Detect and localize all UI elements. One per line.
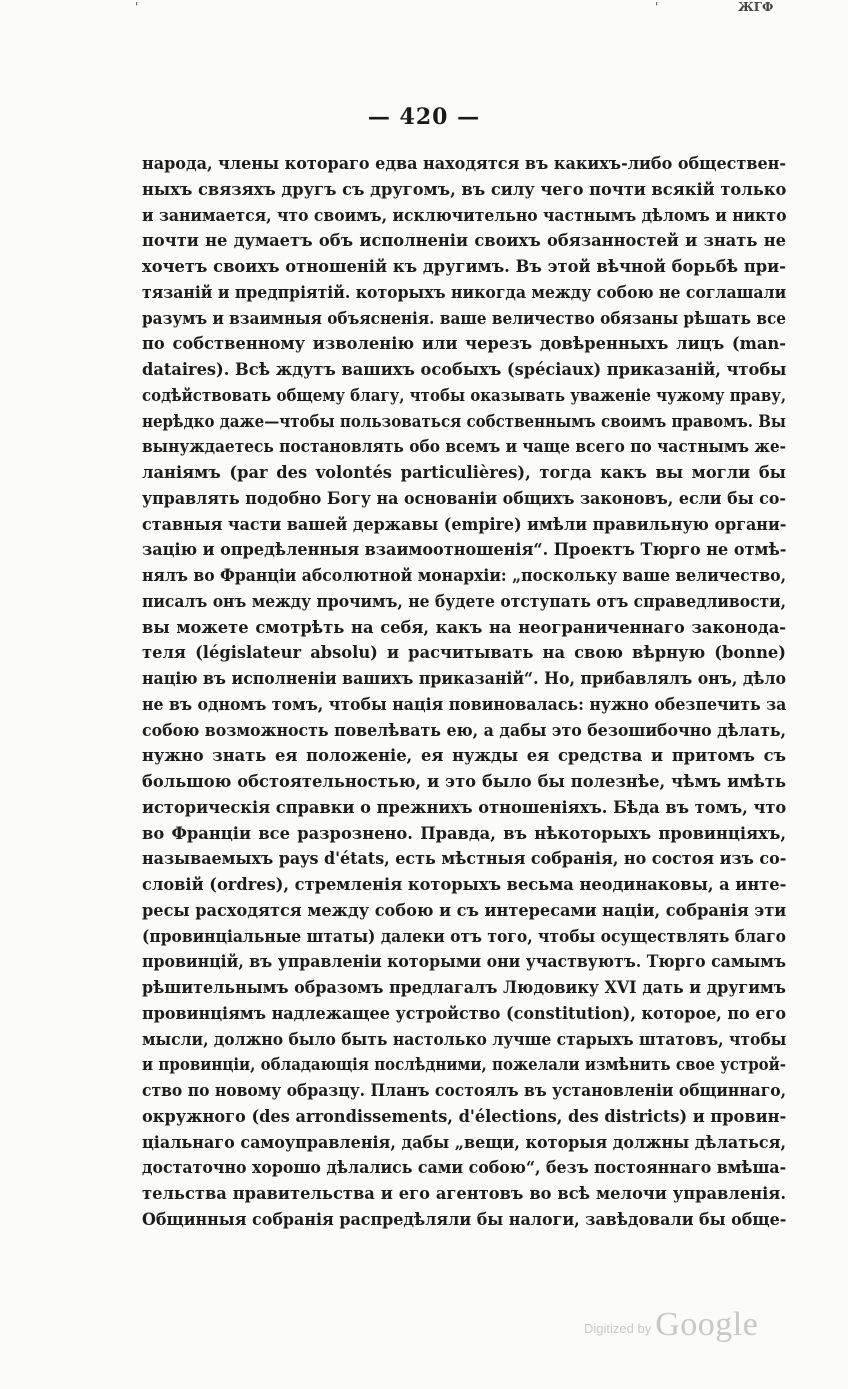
digitized-watermark bbox=[584, 1294, 758, 1344]
text-line: по собственному изволенію или черезъ довѣренныхъ лицъ (man- bbox=[142, 334, 786, 354]
text-line: вы можете смотрѣть на себя, какъ на неограниченнаго законода- bbox=[142, 617, 786, 637]
text-line: большою обстоятельностью, и это было бы полезнѣе, чѣмъ имѣть bbox=[142, 772, 786, 791]
text-line: провинцій, въ управленіи которыми они участвуютъ. Тюрго самымъ bbox=[142, 952, 786, 972]
text-line: dataires). Всѣ ждутъ вашихъ особыхъ (spéciaux) приказаній, чтобы bbox=[142, 360, 786, 379]
text-line: называемыхъ pays d'états, есть мѣстныя собранія, но состоя изъ со- bbox=[142, 849, 786, 869]
text-line: націю въ исполненіи вашихъ приказаній“. Но, прибавлялъ онъ, дѣло bbox=[142, 669, 786, 688]
text-line: собою возможность повелѣвать ею, а дабы это безошибочно дѣлать, bbox=[142, 720, 786, 740]
text-line: народа, члены котораго едва находятся въ какихъ-либо обществен- bbox=[142, 154, 786, 173]
text-line: нялъ во Франціи абсолютной монархіи: „поскольку ваше величество, bbox=[142, 566, 786, 585]
text-line: тельства правительства и его агентовъ во всѣ мелочи управленія. bbox=[142, 1184, 786, 1203]
text-line: писалъ онъ между прочимъ, не будете отступать отъ справедливости, bbox=[142, 591, 786, 611]
text-line: ство по новому образцу. Планъ состоялъ въ установленіи общиннаго, bbox=[142, 1081, 786, 1100]
text-line: словій (ordres), стремленія которыхъ весьма неодинаковы, а инте- bbox=[142, 875, 786, 894]
body-text bbox=[142, 151, 786, 1233]
google-logo: Google bbox=[655, 1306, 759, 1343]
text-line: нерѣдко даже—чтобы пользоваться собственнымъ своимъ правомъ. Вы bbox=[142, 411, 786, 431]
text-line: разумъ и взаимныя объясненія. ваше величество обязаны рѣшать все bbox=[142, 308, 786, 328]
text-line: Общинныя собранія распредѣляли бы налоги, завѣдовали бы обще- bbox=[142, 1209, 786, 1229]
text-line: окружного (des arrondissements, d'élections, des districts) и провин- bbox=[142, 1106, 786, 1126]
top-mark-3: ЖГФ bbox=[738, 0, 774, 14]
text-line: ставныя части вашей державы (empire) имѣли правильную органи- bbox=[142, 514, 786, 534]
text-line: во Франціи все разрознено. Правда, въ нѣкоторыхъ провинціяхъ, bbox=[142, 823, 786, 843]
text-line: содѣйствовать общему благу, чтобы оказывать уваженіе чужому праву, bbox=[142, 385, 786, 405]
top-mark-1: ' bbox=[135, 0, 139, 14]
text-line: (провинціальные штаты) далеки отъ того, чтобы осуществлять благо bbox=[142, 926, 786, 946]
top-edge-marks bbox=[0, 0, 848, 16]
text-line: зацію и опредѣленныя взаимоотношенія“. Проектъ Тюрго не отмѣ- bbox=[142, 540, 786, 560]
text-line: провинціямъ надлежащее устройство (constitution), которое, по его bbox=[142, 1003, 786, 1023]
text-line: ланіямъ (par des volontés particulières), тогда какъ вы могли бы bbox=[142, 463, 786, 482]
top-mark-2: ' bbox=[655, 0, 659, 14]
text-line: ресы расходятся между собою и съ интересами націи, собранія эти bbox=[142, 900, 786, 920]
text-line: хочетъ своихъ отношеній къ другимъ. Въ этой вѣчной борьбѣ при- bbox=[142, 257, 786, 276]
text-line: и провинціи, обладающія послѣдними, пожелали измѣнить свое устрой- bbox=[142, 1055, 786, 1075]
text-line: почти не думаетъ объ исполненіи своихъ обязанностей и знать не bbox=[142, 231, 786, 251]
text-line: историческія справки о прежнихъ отношеніяхъ. Бѣда въ томъ, что bbox=[142, 797, 786, 817]
text-line: вынуждаетесь постановлять обо всемъ и чаще всего по частнымъ же- bbox=[142, 437, 786, 457]
text-line: рѣшительнымъ образомъ предлагалъ Людовику XVI дать и другимъ bbox=[142, 978, 786, 997]
page-number: — 420 — bbox=[367, 104, 481, 130]
text-line: ціальнаго самоуправленія, дабы „вещи, которыя должны дѣлаться, bbox=[142, 1132, 786, 1152]
text-line: ныхъ связяхъ другъ съ другомъ, въ силу чего почти всякій только bbox=[142, 179, 786, 199]
text-line: мысли, должно было быть настолько лучше старыхъ штатовъ, чтобы bbox=[142, 1029, 786, 1049]
text-line: и занимается, что своимъ, исключительно частнымъ дѣломъ и никто bbox=[142, 205, 786, 225]
text-line: тязаній и предпріятій. которыхъ никогда между собою не соглашали bbox=[142, 282, 786, 302]
text-line: теля (législateur absolu) и расчитывать на свою вѣрную (bonne) bbox=[142, 643, 786, 663]
text-line: не въ одномъ томъ, чтобы нація повиновалась: нужно обезпечить за bbox=[142, 694, 786, 714]
text-line: нужно знать ея положеніе, ея нужды ея средства и притомъ съ bbox=[142, 746, 786, 766]
text-line: управлять подобно Богу на основаніи общихъ законовъ, если бы со- bbox=[142, 488, 786, 508]
text-line: достаточно хорошо дѣлались сами собою“, безъ постояннаго вмѣша- bbox=[142, 1158, 786, 1178]
watermark-prefix: Digitized by bbox=[584, 1321, 652, 1336]
